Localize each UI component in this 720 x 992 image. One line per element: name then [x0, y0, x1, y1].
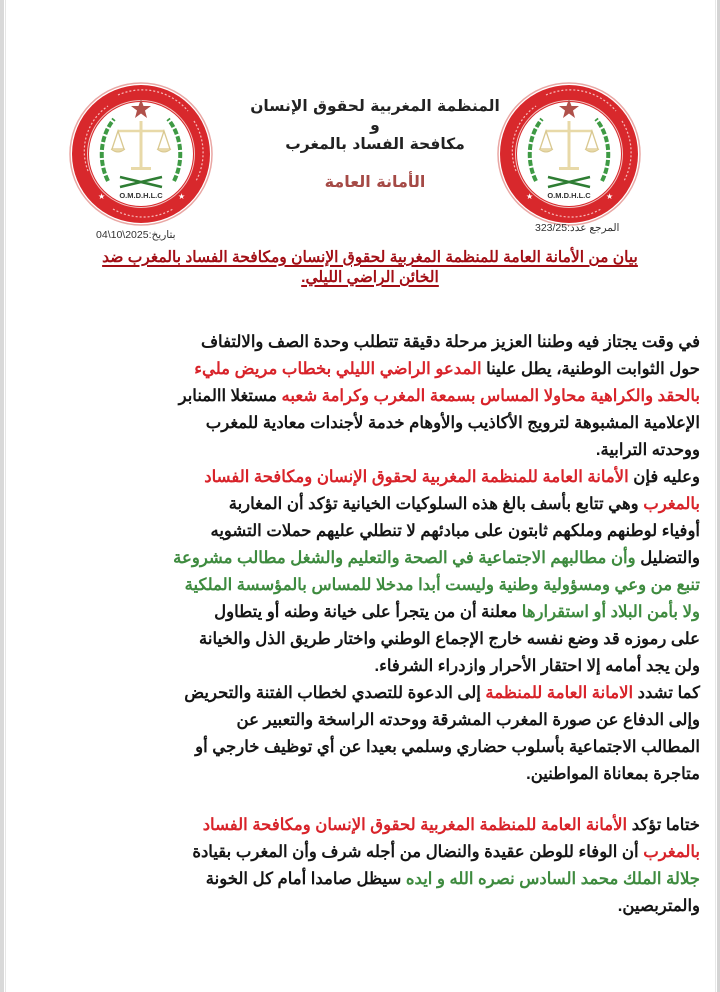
p4-line3-text: سيظل صامدا أمام كل الخونة — [205, 870, 406, 888]
svg-text:★: ★ — [526, 192, 534, 201]
svg-text:★: ★ — [178, 192, 186, 201]
paragraph-gap — [64, 788, 700, 812]
p2-line1-text: وعليه فإن — [628, 468, 700, 486]
p3-line2: وإلى الدفاع عن صورة المغرب المشرقة ووحدته الراسخة والتعبير عن — [236, 711, 700, 729]
p2-line2 — [64, 491, 700, 518]
p1-line3 — [64, 383, 700, 410]
statement-title-line2: الخائن الراضي الليلي. — [301, 269, 439, 286]
organization-seal-right — [496, 81, 642, 227]
p2-line1-highlight: الأمانة العامة للمنظمة المغربية لحقوق الإنسان ومكافحة الفساد — [204, 468, 629, 486]
paragraph-1 — [64, 329, 700, 464]
p3-line1-highlight: الامانة العامة للمنظمة — [485, 684, 634, 702]
p4-line2-text: أن الوفاء للوطن عقيدة والنضال من أجله شرف وأن المغرب بقيادة — [192, 843, 644, 861]
paragraph-2 — [64, 464, 700, 680]
reference-number: المرجع عدد:323/25 — [535, 222, 620, 234]
p3-line3: المطالب الاجتماعية بأسلوب حضاري وسلمي بعيدا عن أي توظيف خارجي أو — [195, 738, 700, 756]
paragraph-4 — [64, 812, 700, 920]
p4-line3-highlight: جلالة الملك محمد السادس نصره الله و ايده — [405, 870, 700, 888]
organization-seal-left — [68, 81, 214, 227]
secretariat-heading: الأمانة العامة — [324, 172, 426, 191]
p1-line2 — [64, 356, 700, 383]
p2-line5: تنبع من وعي ومسؤولية وطنية وليست أبدا مدخلا للمساس بالمؤسسة الملكية — [184, 576, 700, 594]
p2-line7: على رموزه قد وضع نفسه خارج الإجماع الوطني واختار طريق الذل والخيانة — [199, 630, 700, 648]
p4-line1-highlight: الأمانة العامة للمنظمة المغربية لحقوق الإنسان ومكافحة الفساد — [202, 816, 628, 834]
svg-text:O.M.D.H.L.C: O.M.D.H.L.C — [119, 191, 163, 200]
p3-line4: متاجرة بمعاناة المواطنين. — [526, 765, 700, 783]
page-edge-left — [0, 0, 4, 992]
statement-title — [60, 248, 680, 288]
p4-line2 — [64, 839, 700, 866]
p2-line6 — [64, 599, 700, 626]
organization-name-line1: المنظمة المغربية لحقوق الإنسان و — [250, 97, 500, 134]
p2-line2-highlight: بالمغرب — [643, 495, 700, 513]
p2-line3: أوفياء لوطنهم وملكهم ثابتون على مبادئهم لا تنطلي عليهم حملات التشويه — [210, 522, 700, 540]
p3-line1-text2: إلى الدعوة للتصدي لخطاب الفتنة والتحريض — [184, 684, 486, 702]
p4-line3 — [64, 866, 700, 893]
p4-line1 — [64, 812, 700, 839]
p4-line1-text: ختاما تؤكد — [627, 816, 700, 834]
page-edge-right-line — [715, 0, 716, 992]
page-edge-left-line — [5, 0, 6, 992]
organization-name-line2: مكافحة الفساد بالمغرب — [285, 135, 465, 153]
p2-line6-text: معلنة أن من يتجرأ على خيانة وطنه أو يتطاول — [214, 603, 522, 621]
p1-line2-highlight: المدعو الراضي الليلي بخطاب مريض مليء — [194, 360, 482, 378]
document-date: بتاريخ:2025\10\04 — [96, 229, 176, 241]
statement-title-line1: بيان من الأمانة العامة للمنظمة المغربية لحقوق الإنسان ومكافحة الفساد بالمغرب ضد — [102, 249, 638, 266]
p3-line1 — [64, 680, 700, 707]
p1-line3-text: مستغلا االمنابر — [178, 387, 282, 405]
p1-line1: في وقت يجتاز فيه وطننا العزيز مرحلة دقيقة تتطلب وحدة الصف والالتفاف — [200, 333, 700, 351]
p1-line2-text: حول الثوابت الوطنية، يطل علينا — [481, 360, 700, 378]
p2-line8: ولن يجد أمامه إلا احتقار الأحرار وازدراء الشرفاء. — [374, 657, 700, 675]
p2-line6-highlight: ولا بأمن البلاد أو استقرارها — [521, 603, 700, 621]
p2-line1 — [64, 464, 700, 491]
p4-line2-highlight: بالمغرب — [643, 843, 700, 861]
svg-text:O.M.D.H.L.C: O.M.D.H.L.C — [547, 191, 591, 200]
p3-line1-text: كما تشدد — [633, 684, 700, 702]
paragraph-3 — [64, 680, 700, 788]
p1-line4: الإعلامية المشبوهة لترويج الأكاذيب والأوهام خدمة لأجندات معادية للمغرب — [205, 414, 700, 432]
statement-body — [64, 329, 700, 920]
svg-text:★: ★ — [606, 192, 614, 201]
p2-line4 — [64, 545, 700, 572]
svg-text:★: ★ — [98, 192, 106, 201]
p4-line4: والمتربصين. — [617, 897, 700, 915]
p1-line5: ووحدته الترابية. — [595, 441, 700, 459]
p2-line4-text: والتضليل — [635, 549, 700, 567]
p2-line4-highlight: وأن مطالبهم الاجتماعية في الصحة والتعليم والشغل مطالب مشروعة — [173, 549, 636, 567]
p2-line2-text: وهي تتابع بأسف بالغ هذه السلوكيات الخيانية تؤكد أن المغاربة — [228, 495, 644, 513]
p1-line3-highlight: بالحقد والكراهية محاولا المساس بسمعة المغرب وكرامة شعبه — [281, 387, 700, 405]
organization-name — [250, 97, 500, 154]
